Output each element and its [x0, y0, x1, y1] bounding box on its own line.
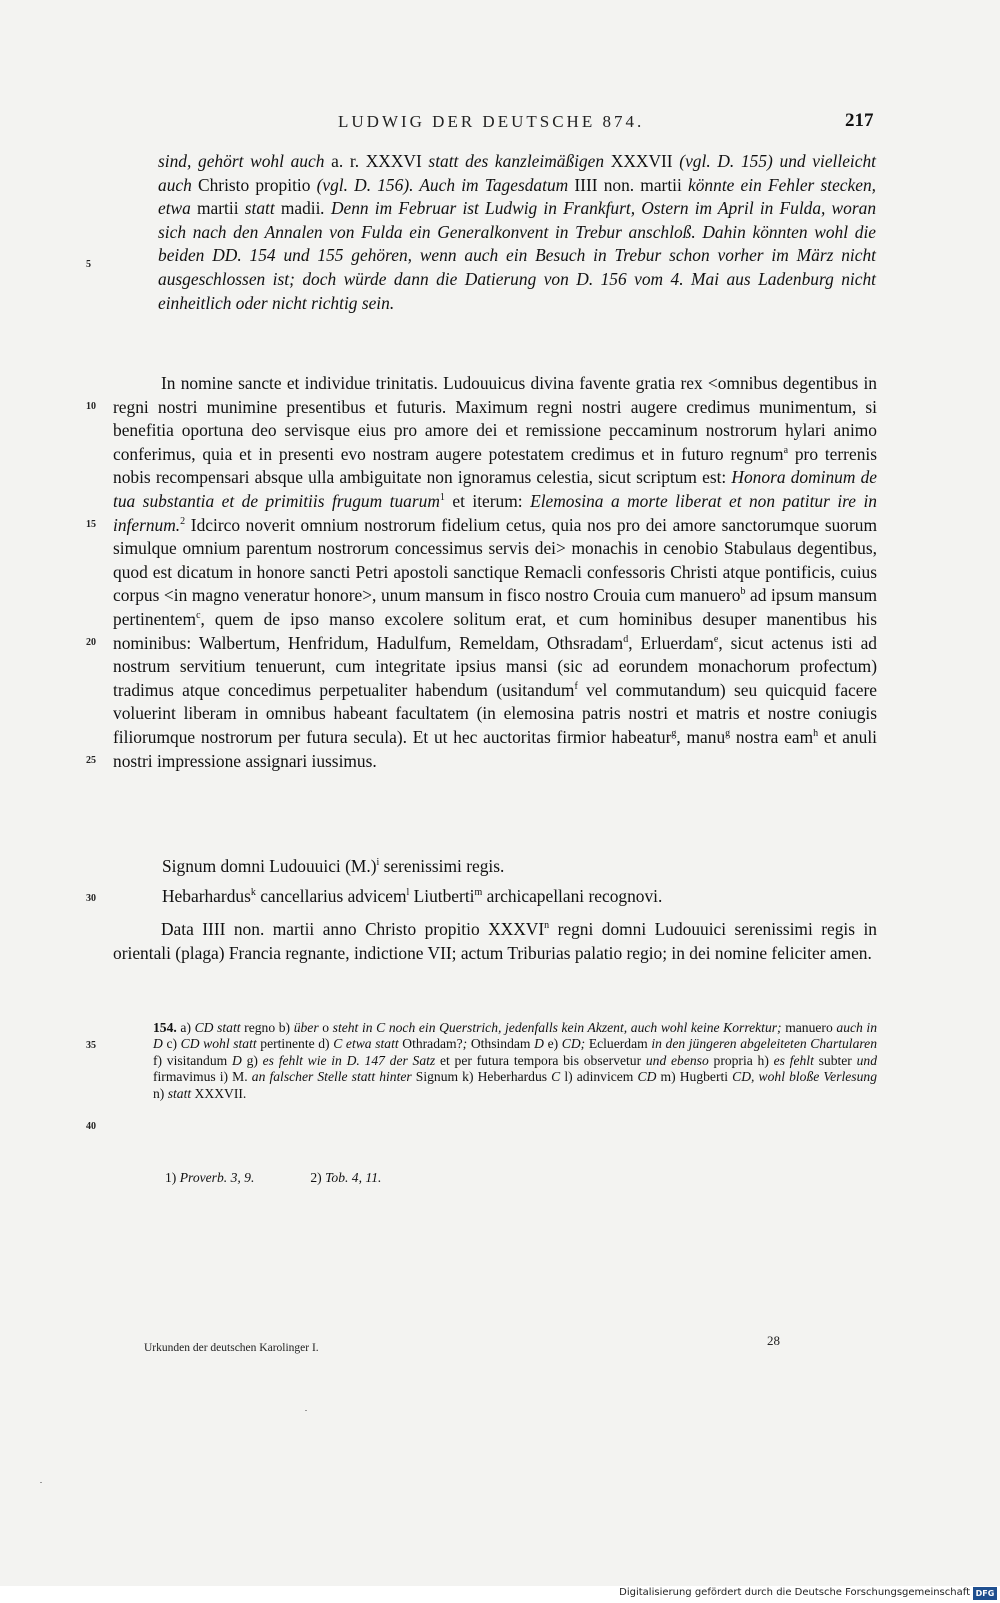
line-number-40: 40 [86, 1121, 96, 1132]
printer-signature-mark: Urkunden der deutschen Karolinger I. [144, 1342, 319, 1354]
line-number-5: 5 [86, 259, 91, 270]
critical-apparatus: 154. a) CD statt regno b) über o steht in C noch ein Querstrich, jedenfalls kein Akzent, auch wohl keine Korrektur; manuero auch in D c) CD wohl statt pertinente d) C etwa statt Othradam?; Othsindam D e) CD; Ecluerdam in den jüngeren abgeleiteten Chartularen f) visitandum D g) es fehlt wie in D. 147 der Satz et per futura tempora bis observetur und ebenso propria h) es fehlt subter und firmavimus i) M. an falscher Stelle statt hinter Signum k) Heberhardus C l) adinvicem CD m) Hugberti CD, wohl bloße Verlesung n) statt XXXVII. [153, 1020, 878, 1101]
recognition-line: Hebarhardus$^k$ cancellarius advicem$^l$ Liutberti$^m$ archicapellani recognovi. [162, 886, 663, 906]
scan-speck [305, 1410, 307, 1411]
signum-line: Signum domni Ludouuici $(M.)^i$ serenissimi regis. [162, 856, 505, 876]
commentary-paragraph: sind, gehört wohl auch a. r. XXXVI statt des kanzleimäßigen XXXVII (vgl. D. 155) und vielleicht auch Christo propitio (vgl. D. 156). Auch im Tagesdatum IIII non. martii könnte ein Fehler stecken, etwa martii statt madii. Denn im Februar ist Ludwig in Frankfurt, Ostern im April in Fulda, woran sich nach den Annalen von Fulda ein Generalkonvent in Trebur anschloß. Dahin könnten wohl die beiden DD. 154 und 155 gehören, wenn auch ein Besuch in Trebur schon vorher im März nicht ausgeschlossen ist; doch würde dann die Datierung von D. 156 vom 4. Mai aus Ladenburg nicht einheitlich oder nicht richtig sein. [158, 151, 877, 313]
running-title: LUDWIG DER DEUTSCHE 874. [338, 112, 645, 131]
charter-text [113, 372, 877, 773]
footnotes [165, 1170, 381, 1186]
digitization-footer [0, 1586, 1000, 1603]
line-number-20: 20 [86, 637, 96, 648]
dfg-logo: DFG [973, 1587, 997, 1600]
page-number: 217 [845, 110, 874, 131]
charter-body: In nomine sancte et individue trinitatis. Ludouuicus divina favente gratia rex <omnibus degentibus in regni nostri munimine presentibus et futuris. Maximum regni nostri augere credimus munimentum, si benefitia oportuna deo servisque eius pro amore dei et remissione peccaminum nostrorum hylari animo conferimus, quia et in presenti evo nostram augere potestatem credimus et in futuro regnum$^a$ pro terrenis nobis recompensari absque ulla ambiguitate non ignoramus celestia, sicut scriptum est: Honora dominum de tua substantia et de primitiis frugum tuarum$^1$ et iterum: Elemosina a morte liberat et non patitur ire in infernum.$^2$ Idcirco noverit omnium nostrorum fidelium cetus, quia nos pro dei amore sanctorumque suorum simulque omnium parentum nostrorum concessimus servis dei> monachis in cenobio Stabulaus degentibus, quod est dicatum in honore sancti Petri apostoli sanctique Remacli confessoris Christi atque pontificis, cuius corpus <in magno veneratur honore>, unum mansum in fisco nostro Crouia cum manuero$^b$ ad ipsum mansum pertinentem$^c$, quem de ipso manso excolere solitum erat, et cum hominibus desuper manentibus his nominibus: Walbertum, Henfridum, Hadulfum, Remeldam, Othsradam$^d$, Erluerdam$^e$, sicut actenus isti ad nostrum servitium tenuerunt, cum integritate ipsius mansi (sic ad eorundem monachorum profectum) tradimus atque concedimus perpetualiter habendum (usitandum$^f$ vel commutandum) seu quicquid facere voluerint liberam in omnibus habeant facultatem (in elemosina patris nostri et matris et nostre coniugis filiorumque nostrorum per futura secula). Et ut hec auctoritas firmior habeatur$^g$, manu$^g$ nostra eam$^h$ et anuli nostri impressione assignari iussimus. [113, 373, 878, 771]
dating-clause: Data IIII non. martii anno Christo propitio XXXVI$^n$ regni domni Ludouuici serenissimi regis in orientali (plaga) Francia regnante, indictione VII; actum Triburias palatio regio; in dei nomine feliciter amen. [113, 919, 877, 963]
line-number-25: 25 [86, 755, 96, 766]
scan-speck [40, 1482, 42, 1483]
line-number-30: 30 [86, 893, 96, 904]
page-header [0, 108, 1000, 138]
line-number-15: 15 [86, 519, 96, 530]
line-number-10: 10 [86, 401, 96, 412]
line-number-35: 35 [86, 1040, 96, 1051]
footnote-2: 2) Tob. 4, 11. [310, 1170, 382, 1185]
funding-credit: Digitalisierung gefördert durch die Deutsche Forschungsgemeinschaft [619, 1587, 970, 1598]
sheet-number: 28 [767, 1333, 780, 1348]
footnote-1: 1) Proverb. 3, 9. [165, 1170, 255, 1185]
